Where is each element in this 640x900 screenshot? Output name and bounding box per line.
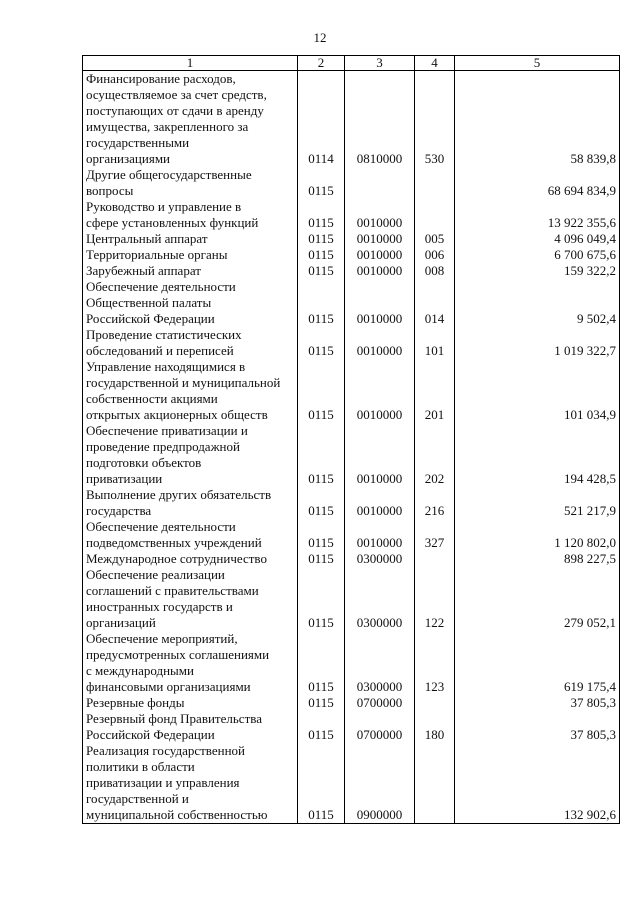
row-name-cell: Обеспечение реализации соглашений с правительствами иностранных государств и организаций xyxy=(83,567,298,631)
row-amount-cell: 1 019 322,7 xyxy=(455,327,620,359)
table-row xyxy=(83,711,620,743)
row-expense-code-cell: 530 xyxy=(415,71,455,168)
row-amount-cell: 6 700 675,6 xyxy=(455,247,620,263)
row-expense-code-cell: 216 xyxy=(415,487,455,519)
row-expense-code-cell: 101 xyxy=(415,327,455,359)
table-row xyxy=(83,327,620,359)
table-row xyxy=(83,695,620,711)
row-amount-cell: 194 428,5 xyxy=(455,423,620,487)
row-name-cell: Резервный фонд Правительства Российской Федерации xyxy=(83,711,298,743)
row-amount-cell: 9 502,4 xyxy=(455,279,620,327)
budget-table xyxy=(82,55,620,824)
row-amount-cell: 4 096 049,4 xyxy=(455,231,620,247)
row-name-cell: Обеспечение деятельности Общественной палаты Российской Федерации xyxy=(83,279,298,327)
row-target-code-cell: 0900000 xyxy=(345,743,415,824)
row-amount-cell: 37 805,3 xyxy=(455,711,620,743)
row-expense-code-cell: 122 xyxy=(415,567,455,631)
page-number: 12 xyxy=(313,30,327,45)
row-target-code-cell: 0010000 xyxy=(345,279,415,327)
row-target-code-cell: 0300000 xyxy=(345,551,415,567)
row-amount-cell: 521 217,9 xyxy=(455,487,620,519)
row-amount-cell: 101 034,9 xyxy=(455,359,620,423)
row-expense-code-cell: 327 xyxy=(415,519,455,551)
row-target-code-cell: 0300000 xyxy=(345,631,415,695)
row-name-cell: Зарубежный аппарат xyxy=(83,263,298,279)
table-row xyxy=(83,167,620,199)
row-name-cell: Обеспечение деятельности подведомственных учреждений xyxy=(83,519,298,551)
row-target-code-cell: 0810000 xyxy=(345,71,415,168)
row-section-code-cell: 0115 xyxy=(298,551,345,567)
row-target-code-cell: 0010000 xyxy=(345,199,415,231)
row-name-cell: Выполнение других обязательств государства xyxy=(83,487,298,519)
column-header-2: 2 xyxy=(298,56,345,71)
row-section-code-cell: 0115 xyxy=(298,423,345,487)
table-row xyxy=(83,263,620,279)
row-name-cell: Обеспечение мероприятий, предусмотренных соглашениями с международными финансовыми организациями xyxy=(83,631,298,695)
row-name-cell: Территориальные органы xyxy=(83,247,298,263)
row-expense-code-cell: 008 xyxy=(415,263,455,279)
row-amount-cell: 898 227,5 xyxy=(455,551,620,567)
row-name-cell: Управление находящимися в государственной и муниципальной собственности акциями открытых акционерных обществ xyxy=(83,359,298,423)
table-row xyxy=(83,359,620,423)
row-expense-code-cell: 014 xyxy=(415,279,455,327)
row-section-code-cell: 0114 xyxy=(298,71,345,168)
row-amount-cell: 37 805,3 xyxy=(455,695,620,711)
table-row xyxy=(83,279,620,327)
row-name-cell: Финансирование расходов, осуществляемое за счет средств, поступающих от сдачи в аренду имущества, закрепленного за государственными организациями xyxy=(83,71,298,168)
row-expense-code-cell: 005 xyxy=(415,231,455,247)
row-name-cell: Другие общегосударственные вопросы xyxy=(83,167,298,199)
row-name-cell: Обеспечение приватизации и проведение предпродажной подготовки объектов приватизации xyxy=(83,423,298,487)
row-expense-code-cell xyxy=(415,695,455,711)
row-target-code-cell: 0010000 xyxy=(345,423,415,487)
row-expense-code-cell xyxy=(415,167,455,199)
table-row xyxy=(83,487,620,519)
table-row xyxy=(83,743,620,824)
row-expense-code-cell: 180 xyxy=(415,711,455,743)
row-target-code-cell: 0010000 xyxy=(345,519,415,551)
row-name-cell: Руководство и управление в сфере установленных функций xyxy=(83,199,298,231)
row-amount-cell: 132 902,6 xyxy=(455,743,620,824)
row-amount-cell: 68 694 834,9 xyxy=(455,167,620,199)
row-amount-cell: 1 120 802,0 xyxy=(455,519,620,551)
row-section-code-cell: 0115 xyxy=(298,487,345,519)
row-section-code-cell: 0115 xyxy=(298,199,345,231)
row-target-code-cell: 0700000 xyxy=(345,695,415,711)
row-section-code-cell: 0115 xyxy=(298,247,345,263)
row-amount-cell: 58 839,8 xyxy=(455,71,620,168)
table-header xyxy=(83,56,620,71)
row-section-code-cell: 0115 xyxy=(298,743,345,824)
row-section-code-cell: 0115 xyxy=(298,231,345,247)
row-section-code-cell: 0115 xyxy=(298,695,345,711)
table-row xyxy=(83,519,620,551)
row-expense-code-cell: 202 xyxy=(415,423,455,487)
row-name-cell: Проведение статистических обследований и переписей xyxy=(83,327,298,359)
table-row xyxy=(83,551,620,567)
table-row xyxy=(83,247,620,263)
row-amount-cell: 159 322,2 xyxy=(455,263,620,279)
row-amount-cell: 279 052,1 xyxy=(455,567,620,631)
table-body xyxy=(83,71,620,824)
header-row xyxy=(83,56,620,71)
row-name-cell: Международное сотрудничество xyxy=(83,551,298,567)
row-section-code-cell: 0115 xyxy=(298,167,345,199)
row-section-code-cell: 0115 xyxy=(298,327,345,359)
row-amount-cell: 13 922 355,6 xyxy=(455,199,620,231)
row-section-code-cell: 0115 xyxy=(298,519,345,551)
row-section-code-cell: 0115 xyxy=(298,567,345,631)
column-header-1: 1 xyxy=(83,56,298,71)
row-section-code-cell: 0115 xyxy=(298,263,345,279)
row-target-code-cell: 0010000 xyxy=(345,359,415,423)
table-row xyxy=(83,231,620,247)
column-header-4: 4 xyxy=(415,56,455,71)
row-target-code-cell: 0010000 xyxy=(345,247,415,263)
row-amount-cell: 619 175,4 xyxy=(455,631,620,695)
row-name-cell: Реализация государственной политики в области приватизации и управления государственной и муниципальной собственностью xyxy=(83,743,298,824)
table-row xyxy=(83,631,620,695)
row-expense-code-cell xyxy=(415,743,455,824)
row-section-code-cell: 0115 xyxy=(298,279,345,327)
row-target-code-cell: 0010000 xyxy=(345,327,415,359)
table-row xyxy=(83,567,620,631)
row-target-code-cell: 0010000 xyxy=(345,231,415,247)
row-section-code-cell: 0115 xyxy=(298,711,345,743)
row-expense-code-cell xyxy=(415,551,455,567)
column-header-5: 5 xyxy=(455,56,620,71)
row-expense-code-cell xyxy=(415,199,455,231)
row-target-code-cell xyxy=(345,167,415,199)
column-header-3: 3 xyxy=(345,56,415,71)
row-name-cell: Центральный аппарат xyxy=(83,231,298,247)
table-row xyxy=(83,423,620,487)
row-expense-code-cell: 006 xyxy=(415,247,455,263)
row-target-code-cell: 0300000 xyxy=(345,567,415,631)
row-target-code-cell: 0010000 xyxy=(345,263,415,279)
row-expense-code-cell: 201 xyxy=(415,359,455,423)
row-name-cell: Резервные фонды xyxy=(83,695,298,711)
row-section-code-cell: 0115 xyxy=(298,631,345,695)
row-section-code-cell: 0115 xyxy=(298,359,345,423)
table-row xyxy=(83,71,620,168)
row-target-code-cell: 0700000 xyxy=(345,711,415,743)
table-row xyxy=(83,199,620,231)
row-target-code-cell: 0010000 xyxy=(345,487,415,519)
row-expense-code-cell: 123 xyxy=(415,631,455,695)
